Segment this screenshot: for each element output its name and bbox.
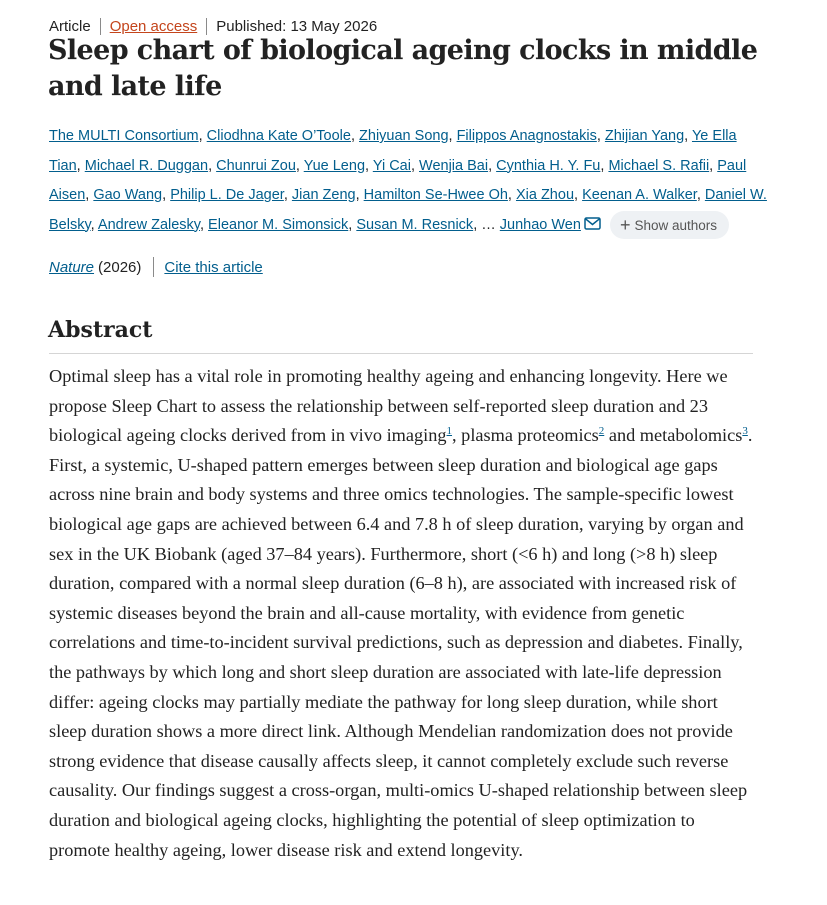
author-link[interactable]: Eleanor M. Simonsick [208, 216, 349, 233]
meta-divider [206, 18, 207, 35]
article-title: Sleep chart of biological ageing clocks in middle and late life [48, 35, 758, 102]
abstract-body [49, 362, 757, 865]
author-link[interactable]: Cynthia H. Y. Fu [496, 157, 601, 174]
published-date: Published: 13 May 2026 [216, 17, 378, 35]
abstract-text-2: , plasma proteomics [452, 425, 599, 446]
abstract-text-1: Optimal sleep has a vital role in promoting healthy ageing and enhancing longevity. Here we propose Sleep Chart to assess the relationship between self-reported sleep duration and 23 biological ageing clocks derived from in vivo imaging [49, 366, 728, 446]
show-authors-label: Show authors [634, 217, 718, 233]
author-link[interactable]: Wenjia Bai [419, 157, 489, 174]
meta-divider [100, 18, 101, 35]
author-link[interactable]: Yi Cai [372, 157, 411, 174]
show-authors-button[interactable] [610, 211, 729, 239]
author-links: The MULTI Consortium, Cliodhna Kate O’Toole, Zhiyuan Song, Filippos Anagnostakis, Zhijian Yang, Ye Ella Tian, Michael R. Duggan, Chunrui Zou, Yue Leng, Yi Cai, Wenjia Bai, Cynthia H. Y. Fu, Michael S. Rafii, Paul Aisen, Gao Wang, Philip L. De Jager, Jian Zeng, Hamilton Se-Hwee Oh, Xia Zhou, Keenan A. Walker, Daniel W. Belsky, Andrew Zalesky, Eleanor M. Simonsick, Susan M. Resnick, [49, 128, 767, 233]
ref-link-1[interactable]: 1 [446, 425, 453, 438]
authors-ellipsis: … [481, 216, 496, 233]
cite-article-link[interactable]: Cite this article [164, 258, 263, 276]
author-link[interactable]: Daniel W. Belsky [49, 187, 767, 233]
author-link[interactable]: Hamilton Se-Hwee Oh [363, 187, 508, 203]
author-link[interactable]: Cliodhna Kate O’Toole [206, 128, 351, 144]
author-link-corresponding[interactable]: Junhao Wen [499, 216, 581, 233]
author-link[interactable]: Michael R. Duggan [84, 157, 209, 174]
article-type: Article [49, 17, 91, 35]
abstract-divider [49, 353, 753, 354]
abstract-text-4: . First, a systemic, U-shaped pattern emerges between sleep duration and biological age gaps across nine brain and body systems and three omics technologies. The sample-specific lowest biological age gaps are achieved between 6.4 and 7.8 h of sleep duration, varying by organ and sex in the UK Biobank (aged 37–84 years). Furthermore, short (<6 h) and long (>8 h) sleep duration, compared with a normal sleep duration (6–8 h), are associated with increased risk of systemic diseases beyond the brain and all-cause mortality, with evidence from genetic correlations and time-to-incident survival predictions, such as depression and diabetes. Finally, the pathways by which long and short sleep duration are associated with late-life depression differ: ageing clocks may partially mediate the pathway for long sleep duration, while short sleep duration shows a more direct link. Although Mendelian randomization does not provide strong evidence that disease causally affects sleep, it cannot completely exclude such reverse causality. Our findings suggest a cross-organ, multi-omics U-shaped relationship between sleep duration and biological ageing clocks, highlighting the potential of sleep optimization to promote healthy ageing, lower disease risk and extend longevity. [49, 425, 753, 860]
author-link[interactable]: Chunrui Zou [216, 157, 296, 174]
author-link[interactable]: Philip L. De Jager [170, 187, 284, 203]
journal-year: (2026) [98, 258, 142, 276]
ref-link-2[interactable]: 2 [598, 425, 605, 438]
journal-divider [153, 257, 154, 277]
author-link[interactable]: Andrew Zalesky [97, 216, 200, 233]
envelope-icon[interactable] [584, 212, 601, 242]
plus-icon: + [619, 214, 631, 235]
author-link[interactable]: Paul Aisen [49, 157, 747, 203]
author-link[interactable]: Gao Wang [93, 187, 163, 203]
journal-link[interactable]: Nature [49, 258, 95, 276]
abstract-heading: Abstract [48, 317, 153, 343]
author-link[interactable]: Zhijian Yang [604, 128, 685, 144]
author-link[interactable]: Susan M. Resnick [356, 216, 474, 233]
author-link[interactable]: Ye Ella Tian [49, 128, 737, 174]
author-list [49, 122, 769, 241]
ref-link-3[interactable]: 3 [742, 425, 748, 438]
open-access-link[interactable]: Open access [109, 17, 198, 35]
author-link[interactable]: Yue Leng [303, 157, 366, 174]
author-link[interactable]: Jian Zeng [291, 187, 356, 203]
author-link[interactable]: Michael S. Rafii [608, 157, 710, 174]
abstract-text-3: and metabolomics [604, 425, 743, 446]
author-link[interactable]: Keenan A. Walker [582, 187, 697, 203]
author-link[interactable]: Filippos Anagnostakis [456, 128, 597, 144]
author-link[interactable]: Xia Zhou [515, 187, 575, 203]
author-link[interactable]: Zhiyuan Song [359, 128, 449, 144]
journal-line [49, 256, 263, 278]
author-link[interactable]: The MULTI Consortium [49, 128, 199, 144]
